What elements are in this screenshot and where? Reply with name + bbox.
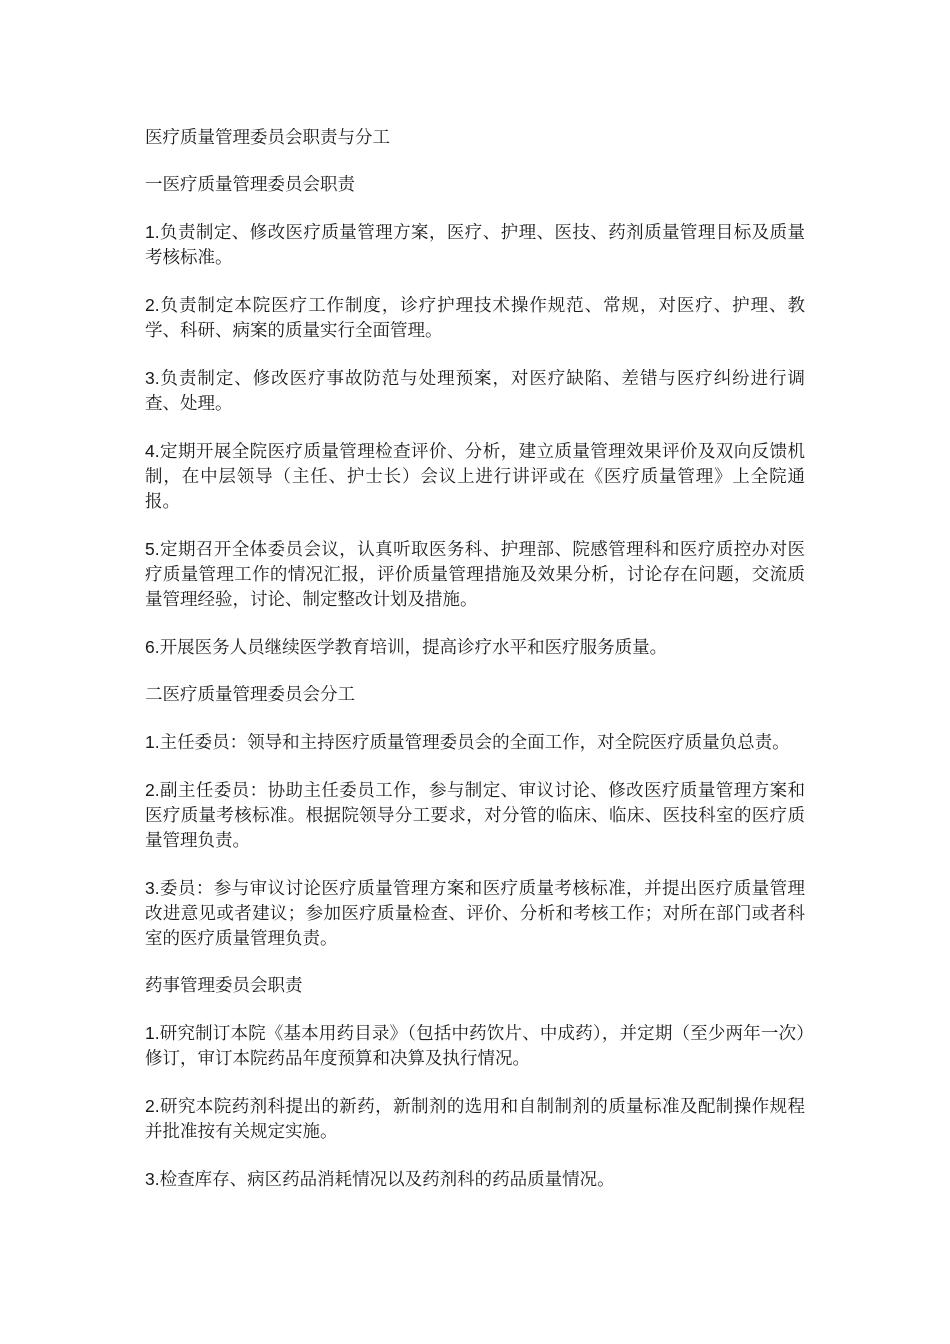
section-heading-committee-division: 二医疗质量管理委员会分工: [145, 685, 355, 705]
item-number: 1.: [145, 222, 160, 242]
item-text: 检查库存、病区药品消耗情况以及药剂科的药品质量情况。: [159, 1170, 615, 1190]
item-text: 委员：参与审议讨论医疗质量管理方案和医疗质量考核标准，并提出医疗质量管理改进意见或者建议；参加医疗质量检查、评价、分析和考核工作；对所在部门或者科室的医疗质量管理负责。: [145, 879, 805, 949]
item-text: 开展医务人员继续医学教育培训，提高诊疗水平和医疗服务质量。: [159, 638, 668, 658]
item-number: 3.: [145, 1169, 160, 1189]
item-number: 1.: [145, 732, 160, 752]
list-item: [145, 1094, 805, 1145]
item-number: 5.: [145, 539, 160, 559]
item-text: 负责制定、修改医疗事故防范与处理预案，对医疗缺陷、差错与医疗纠纷进行调查、处理。: [145, 369, 805, 414]
section-heading-pharmacy-committee: 药事管理委员会职责: [145, 976, 303, 996]
item-number: 2.: [145, 295, 160, 315]
item-number: 2.: [145, 780, 160, 800]
item-text: 主任委员：领导和主持医疗质量管理委员会的全面工作，对全院医疗质量负总责。: [159, 733, 790, 753]
list-item: [145, 439, 805, 515]
document-title: 医疗质量管理委员会职责与分工: [145, 128, 390, 148]
list-item: [145, 220, 805, 271]
list-item: [145, 537, 805, 613]
list-item: [145, 778, 805, 854]
document-page: [145, 126, 805, 1215]
list-item: [145, 635, 805, 661]
list-item: [145, 1167, 805, 1193]
item-number: 1.: [145, 1023, 160, 1043]
item-number: 2.: [145, 1096, 160, 1116]
item-text: 定期召开全体委员会议，认真听取医务科、护理部、院感管理科和医疗质控办对医疗质量管理工作的情况汇报，评价质量管理措施及效果分析，讨论存在问题，交流质量管理经验，讨论、制定整改计划及措施。: [145, 540, 805, 610]
list-item: [145, 293, 805, 344]
list-item: [145, 366, 805, 417]
list-item: [145, 1021, 805, 1072]
item-text: 定期开展全院医疗质量管理检查评价、分析，建立质量管理效果评价及双向反馈机制，在中层领导（主任、护士长）会议上进行讲评或在《医疗质量管理》上全院通报。: [145, 442, 805, 512]
item-text: 负责制定、修改医疗质量管理方案，医疗、护理、医技、药剂质量管理目标及质量考核标准。: [145, 223, 805, 268]
item-text: 研究本院药剂科提出的新药，新制剂的选用和自制制剂的质量标准及配制操作规程并批准按有关规定实施。: [145, 1097, 805, 1142]
item-text: 副主任委员：协助主任委员工作，参与制定、审议讨论、修改医疗质量管理方案和医疗质量考核标准。根据院领导分工要求，对分管的临床、临床、医技科室的医疗质量管理负责。: [145, 781, 805, 851]
list-item: [145, 876, 805, 952]
item-text: 研究制订本院《基本用药目录》（包括中药饮片、中成药），并定期（至少两年一次）修订，审订本院药品年度预算和决算及执行情况。: [145, 1024, 805, 1069]
item-number: 3.: [145, 368, 160, 388]
item-number: 6.: [145, 637, 160, 657]
item-number: 3.: [145, 878, 160, 898]
list-item: [145, 730, 805, 756]
item-number: 4.: [145, 441, 160, 461]
section-heading-committee-duties: 一医疗质量管理委员会职责: [145, 175, 355, 195]
item-text: 负责制定本院医疗工作制度，诊疗护理技术操作规范、常规，对医疗、护理、教学、科研、病案的质量实行全面管理。: [145, 296, 805, 341]
